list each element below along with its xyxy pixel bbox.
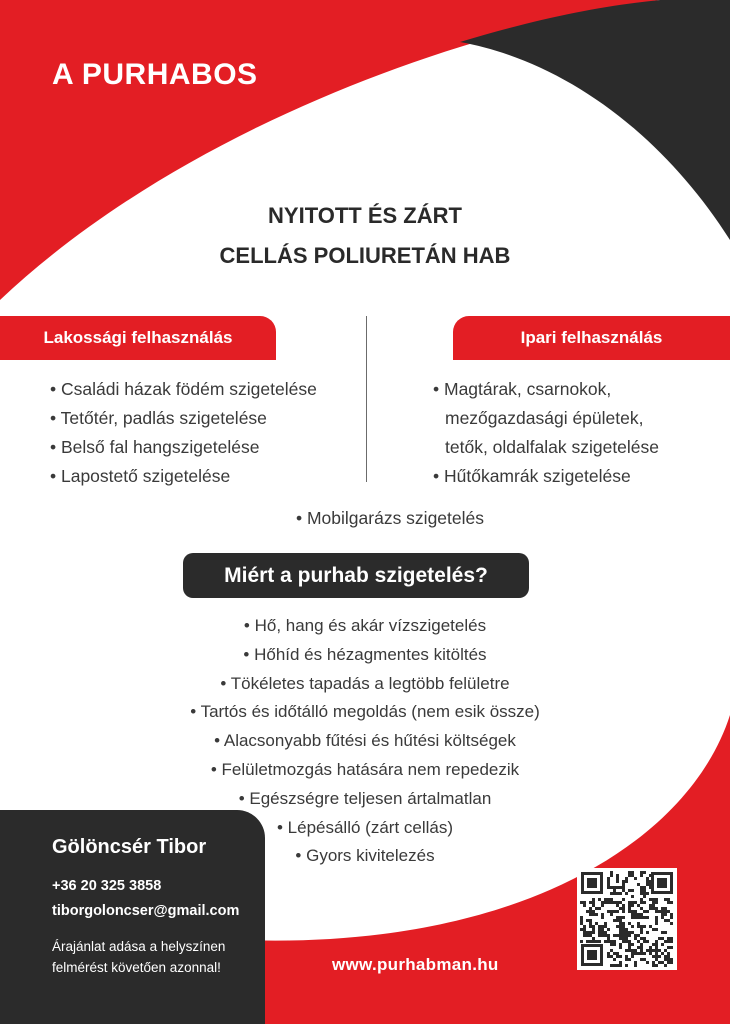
qr-code-icon[interactable] bbox=[577, 868, 677, 970]
headline-line-2: CELLÁS POLIURETÁN HAB bbox=[219, 243, 511, 268]
residential-use-list bbox=[50, 375, 317, 491]
list-item: • Magtárak, csarnokok, bbox=[433, 379, 612, 399]
contact-note bbox=[52, 936, 225, 978]
list-item: • Felületmozgás hatására nem repedezik bbox=[210, 759, 520, 779]
why-heading: Miért a purhab szigetelés? bbox=[183, 553, 529, 598]
list-item: • Lapostető szigetelése bbox=[50, 466, 231, 486]
list-item: • Gyors kivitelezés bbox=[295, 846, 435, 866]
column-divider bbox=[366, 316, 367, 482]
headline-line-1: NYITOTT ÉS ZÁRT bbox=[268, 203, 462, 228]
list-item: mezőgazdasági épületek, bbox=[445, 408, 644, 428]
list-item: • Alacsonyabb fűtési és hűtési költségek bbox=[214, 731, 516, 751]
list-item: • Lépésálló (zárt cellás) bbox=[276, 817, 454, 837]
brand-title: A PURHABOS bbox=[52, 58, 258, 91]
list-item: • Tartós és időtálló megoldás (nem esik össze) bbox=[190, 702, 540, 722]
mobile-garage-item: • Mobilgarázs szigetelés bbox=[295, 508, 484, 528]
industrial-use-list bbox=[433, 375, 659, 491]
contact-phone[interactable]: +36 20 325 3858 bbox=[52, 878, 162, 894]
list-item: • Tetőtér, padlás szigetelése bbox=[50, 408, 267, 428]
website-link[interactable]: www.purhabman.hu bbox=[332, 955, 499, 974]
contact-email[interactable]: tiborgoloncser@gmail.com bbox=[52, 903, 240, 919]
contact-name: Gölöncsér Tibor bbox=[52, 836, 207, 858]
list-item: • Egészségre teljesen ártalmatlan bbox=[238, 788, 492, 808]
list-item: • Hűtőkamrák szigetelése bbox=[433, 466, 631, 486]
contact-note-line-1: Árajánlat adása a helyszínen bbox=[52, 939, 226, 954]
list-item: • Hőhíd és hézagmentes kitöltés bbox=[243, 644, 487, 664]
list-item: • Családi házak födém szigetelése bbox=[50, 379, 317, 399]
list-item: tetők, oldalfalak szigetelése bbox=[445, 437, 660, 457]
contact-note-line-2: felmérést követően azonnal! bbox=[52, 960, 221, 975]
residential-use-tab: Lakossági felhasználás bbox=[0, 316, 276, 360]
list-item: • Hő, hang és akár vízszigetelés bbox=[243, 616, 487, 635]
industrial-use-tab: Ipari felhasználás bbox=[453, 316, 730, 360]
list-item: • Belső fal hangszigetelése bbox=[50, 437, 260, 457]
list-item: • Tökéletes tapadás a legtöbb felületre bbox=[220, 673, 510, 693]
